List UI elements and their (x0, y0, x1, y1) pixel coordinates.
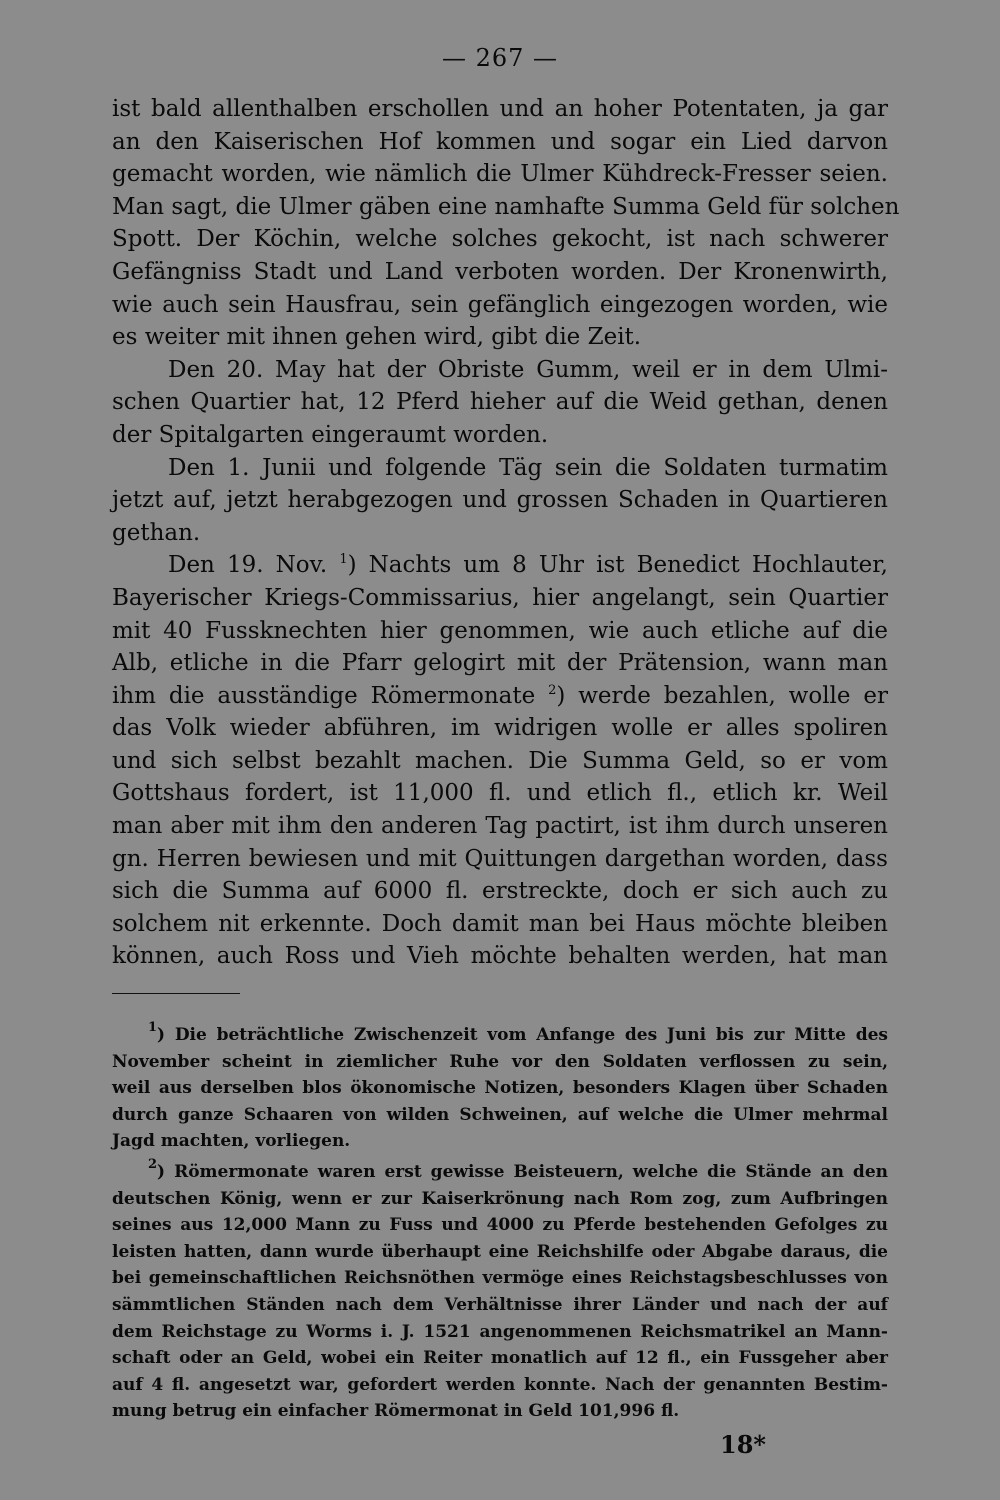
text-line: an den Kaiserischen Hof kommen und sogar ein Lied darvon (112, 128, 888, 155)
footnote-1-line: durch ganze Schaaren von wilden Schweinen, auf welche die Ulmer mehrmal (112, 1104, 888, 1125)
footnote-2-line: seines aus 12,000 Mann zu Fuss und 4000 zu Pferde bestehenden Gefolges zu (112, 1215, 888, 1236)
text-line: Man sagt, die Ulmer gäben eine namhafte Summa Geld für solchen (112, 193, 900, 220)
text-line: ist bald allenthalben erschollen und an hoher Potentaten, ja gar (112, 96, 888, 122)
footnote-1-text: ) Die beträchtliche Zwischenzeit vom Anfange des Juni bis zur Mitte des (157, 1025, 888, 1045)
text-line: solchem nit erkennte. Doch damit man bei Haus möchte bleiben (112, 910, 888, 937)
text-line: Alb, etliche in die Pfarr gelogirt mit der Prätension, wann man (112, 650, 888, 677)
text-line: jetzt auf, jetzt herabgezogen und grossen Schaden in Quartieren (112, 487, 888, 514)
text-line: und sich selbst bezahlt machen. Die Summa Geld, so er vom (112, 747, 888, 774)
text-line: wie auch sein Hausfrau, sein gefänglich eingezogen worden, wie (112, 291, 888, 318)
footnote-1-line: Jagd machten, vorliegen. (112, 1131, 351, 1152)
text-line: schen Quartier hat, 12 Pferd hieher auf die Weid gethan, denen (112, 389, 888, 416)
text-line: Den 20. May hat der Obriste Gumm, weil er in dem Ulmi- (168, 356, 888, 383)
text-line: mit 40 Fussknechten hier genommen, wie auch etliche auf die (112, 617, 888, 644)
text-line-with-footnote-ref: ihm die ausständige Römermonate $^2$) werde bezahlen, wolle er (112, 682, 888, 709)
footnote-1-line: November scheint in ziemlicher Ruhe vor den Soldaten verflossen zu sein, (112, 1051, 888, 1072)
footnote-2-line: leisten hatten, dann wurde überhaupt eine Reichshilfe oder Abgabe daraus, die (112, 1241, 888, 1262)
text-line: gn. Herren bewiesen und mit Quittungen dargethan worden, dass (112, 845, 888, 872)
footnote-divider (112, 993, 240, 994)
text-line: der Spitalgarten eingeraumt worden. (112, 421, 549, 448)
footnote-1-line: weil aus derselben blos ökonomische Notizen, besonders Klagen über Schaden (112, 1078, 888, 1099)
line-prefix: ihm die ausständige Römermonate (112, 682, 536, 709)
footnote-2-line: auf 4 fl. angesetzt war, gefordert werden konnte. Nach der genannten Bestim- (112, 1374, 888, 1395)
signature-mark: 18* (720, 1430, 766, 1459)
footnote-2-line: deutschen König, wenn er zur Kaiserkrönung nach Rom zog, zum Aufbringen (112, 1188, 888, 1209)
text-line: Bayerischer Kriegs-Commissarius, hier angelangt, sein Quartier (112, 584, 888, 611)
footnote-ref-1: 1 (339, 552, 348, 568)
footnote-1-marker: 1 (148, 1020, 158, 1035)
text-line-with-footnote-ref: Den 19. Nov. $^1$) Nachts um 8 Uhr ist Benedict Hochlauter, (168, 552, 888, 579)
footnote-2-line: mung betrug ein einfacher Römermonat in Geld 101,996 fl. (112, 1401, 680, 1422)
line-suffix: werde bezahlen, wolle er (578, 682, 888, 709)
text-line: Spott. Der Köchin, welche solches gekocht, ist nach schwerer (112, 226, 888, 253)
footnote-2-line (112, 1156, 888, 1186)
footnote-2-line: dem Reichstage zu Worms i. J. 1521 angenommenen Reichsmatrikel an Mann- (112, 1321, 888, 1342)
line-prefix: Den 19. Nov. (168, 552, 328, 579)
text-line: man aber mit ihm den anderen Tag pactirt, ist ihm durch unseren (112, 813, 888, 840)
footnote-2-line: bei gemeinschaftlichen Reichsnöthen vermöge eines Reichstagsbeschlusses von (112, 1268, 888, 1289)
text-line: gethan. (112, 519, 201, 546)
line-suffix: Nachts um 8 Uhr ist Benedict Hochlauter, (368, 552, 888, 579)
text-line: Gottshaus fordert, ist 11,000 fl. und etlich fl., etlich kr. Weil (112, 780, 888, 807)
text-line: gemacht worden, wie nämlich die Ulmer Kühdreck-Fresser seien. (112, 161, 888, 188)
page-number: — 267 — (441, 44, 559, 72)
text-line: Den 1. Junii und folgende Täg sein die Soldaten turmatim (168, 454, 888, 481)
footnote-ref-2: 2 (548, 682, 557, 698)
text-line: es weiter mit ihnen gehen wird, gibt die Zeit. (112, 324, 642, 351)
footnote-2-text: ) Römermonate waren erst gewisse Beisteuern, welche die Stände an den (157, 1161, 888, 1182)
footnote-2-marker: 2 (148, 1156, 158, 1172)
text-line: sich die Summa auf 6000 fl. erstreckte, doch er sich auch zu (112, 878, 888, 905)
footnotes (112, 1022, 888, 1425)
text-line: Gefängniss Stadt und Land verboten worden. Der Kronenwirth, (112, 258, 888, 285)
text-line: das Volk wieder abführen, im widrigen wolle er alles spoliren (112, 715, 888, 742)
footnote-2-line: sämmtlichen Ständen nach dem Verhältnisse ihrer Länder und nach der auf (112, 1294, 888, 1315)
body-text (112, 93, 900, 973)
footnote-2-line: schaft oder an Geld, wobei ein Reiter monatlich auf 12 fl., ein Fussgeher aber (112, 1348, 888, 1369)
text-line: können, auch Ross und Vieh möchte behalten werden, hat man (112, 943, 888, 970)
footnote-1-line (112, 1022, 888, 1049)
